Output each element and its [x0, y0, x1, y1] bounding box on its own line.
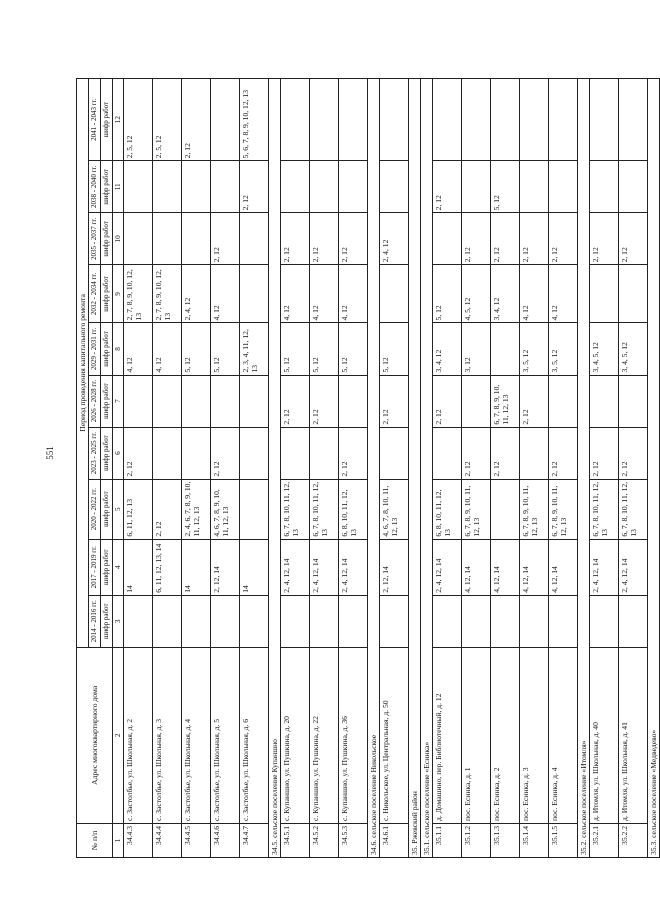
header-period: 2020 - 2022 гг. [89, 479, 101, 539]
table-row [182, 79, 211, 858]
work-code-cell: 2, 4, 6, 7, 8, 9, 10, 11, 12, 13 [182, 479, 211, 539]
work-code-cell: 2, 12 [549, 427, 578, 479]
work-code-cell [549, 595, 578, 647]
header-period: 2032 - 2034 гг. [89, 265, 101, 323]
work-code-cell: 2, 12 [310, 375, 339, 427]
table-row [153, 79, 182, 858]
work-code-cell [240, 265, 269, 323]
table-row [520, 79, 549, 858]
table-row [549, 79, 578, 858]
row-number: 34.5.2 [310, 823, 339, 857]
work-code-cell [153, 595, 182, 647]
table-row [310, 79, 339, 858]
table-row [339, 79, 368, 858]
table-row [491, 79, 520, 858]
row-address: д. Итомля, ул. Школьная, д. 40 [590, 647, 619, 823]
work-code-cell: 14 [182, 539, 211, 595]
work-code-cell: 2, 12 [339, 427, 368, 479]
work-code-cell: 2, 12 [520, 375, 549, 427]
row-number: 35.1.1 [433, 823, 462, 857]
work-code-cell [520, 595, 549, 647]
column-number: 4 [113, 539, 124, 595]
work-code-cell: 3, 12 [462, 323, 491, 375]
column-number: 5 [113, 479, 124, 539]
work-code-cell [153, 427, 182, 479]
work-code-cell: 2, 12 [590, 213, 619, 265]
row-address: с. Застолбье, ул. Школьная, д. 4 [182, 647, 211, 823]
work-code-cell: 2, 12 [124, 427, 153, 479]
table-header [77, 79, 124, 858]
work-code-cell: 2, 12 [240, 161, 269, 213]
work-code-cell [380, 161, 409, 213]
header-work-code: шифр работ [101, 427, 113, 479]
work-code-cell: 4, 5, 12 [462, 265, 491, 323]
work-code-cell: 6, 7, 8, 9, 10, 11, 12, 13 [491, 375, 520, 427]
work-code-cell: 4, 12, 14 [520, 539, 549, 595]
work-code-cell: 3, 4, 5, 12 [590, 323, 619, 375]
section-title: 35.2. сельское поселение «Итомля» [578, 79, 590, 858]
header-number: № п/п [77, 823, 113, 857]
work-code-cell [590, 79, 619, 161]
work-code-cell: 4, 12, 14 [549, 539, 578, 595]
row-number: 34.5.1 [281, 823, 310, 857]
work-code-cell: 5, 12 [211, 323, 240, 375]
work-code-cell: 6, 7, 8, 9, 10, 11, 12, 13 [520, 479, 549, 539]
work-code-cell: 2, 12 [433, 375, 462, 427]
work-code-cell: 2, 12 [549, 213, 578, 265]
work-code-cell: 14 [124, 539, 153, 595]
row-address: с. Застолбье, ул. Школьная, д. 5 [211, 647, 240, 823]
work-code-cell: 3, 5, 12 [549, 323, 578, 375]
table-row [281, 79, 310, 858]
work-code-cell [124, 161, 153, 213]
work-code-cell [310, 595, 339, 647]
header-period: 2017 - 2019 гг. [89, 539, 101, 595]
work-code-cell: 2, 12, 14 [380, 539, 409, 595]
column-number: 2 [113, 647, 124, 823]
work-code-cell [339, 375, 368, 427]
row-address: д. Домашино, пер. Библиотечный, д. 12 [433, 647, 462, 823]
work-code-cell: 2, 4, 12, 14 [339, 539, 368, 595]
row-address: пос. Есинка, д. 1 [462, 647, 491, 823]
work-code-cell: 6, 7, 8, 9, 10, 11, 12, 13 [462, 479, 491, 539]
work-code-cell: 4, 6, 7, 8, 10, 11, 12, 13 [380, 479, 409, 539]
work-code-cell [590, 161, 619, 213]
work-code-cell [310, 161, 339, 213]
work-code-cell [491, 479, 520, 539]
header-period: 2026 - 2028 гг. [89, 375, 101, 427]
row-number: 35.1.2 [462, 823, 491, 857]
work-code-cell [211, 161, 240, 213]
section-row [578, 79, 590, 858]
work-code-cell [153, 375, 182, 427]
work-code-cell: 4, 12, 14 [462, 539, 491, 595]
work-code-cell: 5, 12 [339, 323, 368, 375]
work-code-cell: 2, 12 [182, 79, 211, 161]
work-code-cell: 4, 12 [520, 265, 549, 323]
row-address: пос. Есинка, д. 2 [491, 647, 520, 823]
work-code-cell [310, 79, 339, 161]
row-address: с. Застолбье, ул. Школьная, д. 6 [240, 647, 269, 823]
header-period: 2014 - 2016 гг. [89, 595, 101, 647]
work-code-cell [433, 213, 462, 265]
row-number: 34.4.7 [240, 823, 269, 857]
work-code-cell: 2, 12 [491, 213, 520, 265]
work-code-cell: 2, 12 [281, 375, 310, 427]
work-code-cell: 5, 12 [310, 323, 339, 375]
row-address: с. Купаншно, ул. Пушкина, д. 22 [310, 647, 339, 823]
work-code-cell [240, 213, 269, 265]
work-code-cell: 6, 7, 8, 10, 11, 12, 13 [619, 479, 648, 539]
header-period: 2023 - 2025 гг. [89, 427, 101, 479]
header-work-code: шифр работ [101, 375, 113, 427]
work-code-cell: 4, 12, 14 [491, 539, 520, 595]
work-code-cell: 2, 4, 12, 14 [619, 539, 648, 595]
work-code-cell: 6, 7, 8, 10, 11, 12, 13 [281, 479, 310, 539]
row-address: д. Итомля, ул. Школьная, д. 41 [619, 647, 648, 823]
section-title: 35.1. сельское поселение «Есинка» [421, 79, 433, 858]
work-code-cell [339, 79, 368, 161]
table-row [124, 79, 153, 858]
work-code-cell [590, 595, 619, 647]
column-number: 6 [113, 427, 124, 479]
table-row [380, 79, 409, 858]
header-work-code: шифр работ [101, 479, 113, 539]
header-work-code: шифр работ [101, 539, 113, 595]
work-code-cell: 6, 11, 12, 13, 14 [153, 539, 182, 595]
header-work-code: шифр работ [101, 213, 113, 265]
work-code-cell: 2, 12 [462, 427, 491, 479]
table-row [240, 79, 269, 858]
row-number: 35.2.1 [590, 823, 619, 857]
repair-schedule-table [76, 78, 660, 858]
column-number: 11 [113, 161, 124, 213]
work-code-cell [590, 265, 619, 323]
header-period: 2041 - 2043 гг. [89, 79, 101, 161]
work-code-cell [182, 161, 211, 213]
work-code-cell [462, 595, 491, 647]
work-code-cell: 4, 12 [549, 265, 578, 323]
work-code-cell [462, 161, 491, 213]
row-number: 34.4.4 [153, 823, 182, 857]
work-code-cell [240, 595, 269, 647]
table-row [619, 79, 648, 858]
section-row [409, 79, 421, 858]
work-code-cell: 2, 12 [520, 213, 549, 265]
row-number: 34.6.1 [380, 823, 409, 857]
work-code-cell [211, 595, 240, 647]
header-period-title: Период проведения капитального ремонта [77, 79, 89, 648]
work-code-cell: 2, 5, 12 [124, 79, 153, 161]
column-number: 9 [113, 265, 124, 323]
row-number: 34.4.5 [182, 823, 211, 857]
work-code-cell [491, 323, 520, 375]
work-code-cell: 2, 4, 12 [380, 213, 409, 265]
header-work-code: шифр работ [101, 265, 113, 323]
work-code-cell [619, 265, 648, 323]
work-code-cell [520, 161, 549, 213]
row-address: с. Купаншно, ул. Пушкина, д. 36 [339, 647, 368, 823]
table-row [433, 79, 462, 858]
row-number: 35.1.3 [491, 823, 520, 857]
work-code-cell: 2, 12 [590, 427, 619, 479]
work-code-cell: 2, 5, 12 [153, 79, 182, 161]
section-title: 34.6. сельское поселение Никольское [368, 79, 380, 858]
work-code-cell [211, 375, 240, 427]
work-code-cell: 3, 5, 12 [520, 323, 549, 375]
work-code-cell [380, 265, 409, 323]
work-code-cell [153, 213, 182, 265]
row-number: 34.5.3 [339, 823, 368, 857]
work-code-cell [240, 427, 269, 479]
work-code-cell: 2, 12 [380, 375, 409, 427]
work-code-cell [240, 375, 269, 427]
row-number: 35.1.4 [520, 823, 549, 857]
work-code-cell: 3, 4, 12 [491, 265, 520, 323]
work-code-cell [549, 161, 578, 213]
header-address: Адрес многоквартирного дома [77, 647, 113, 823]
work-code-cell: 2, 12 [433, 161, 462, 213]
work-code-cell: 14 [240, 539, 269, 595]
work-code-cell [281, 595, 310, 647]
page-number: 551 [45, 446, 55, 460]
work-code-cell [182, 213, 211, 265]
section-row [421, 79, 433, 858]
work-code-cell [433, 427, 462, 479]
work-code-cell [549, 79, 578, 161]
section-row [368, 79, 380, 858]
work-code-cell: 5, 12 [433, 265, 462, 323]
table-row [462, 79, 491, 858]
work-code-cell [380, 79, 409, 161]
row-address: с. Застолбье, ул. Школьная, д. 3 [153, 647, 182, 823]
table-row [211, 79, 240, 858]
column-number: 8 [113, 323, 124, 375]
section-title: 35. Ржевский район [409, 79, 421, 858]
header-period: 2029 - 2031 гг. [89, 323, 101, 375]
work-code-cell: 6, 7, 8, 10, 11, 12, 13 [310, 479, 339, 539]
work-code-cell [240, 479, 269, 539]
row-address: пос. Есинка, д. 3 [520, 647, 549, 823]
work-code-cell [281, 79, 310, 161]
column-number: 3 [113, 595, 124, 647]
work-code-cell [491, 79, 520, 161]
work-code-cell: 3, 4, 12 [433, 323, 462, 375]
section-title: 35.3. сельское поселение «Медведево» [648, 79, 660, 858]
work-code-cell: 3, 4, 5, 12 [619, 323, 648, 375]
work-code-cell [380, 427, 409, 479]
work-code-cell [619, 161, 648, 213]
work-code-cell: 2, 4, 12, 14 [433, 539, 462, 595]
work-code-cell [520, 427, 549, 479]
work-code-cell [462, 375, 491, 427]
work-code-cell [520, 79, 549, 161]
work-code-cell: 2, 12 [491, 427, 520, 479]
work-code-cell [182, 427, 211, 479]
capital-repair-schedule-sheet [76, 78, 658, 858]
work-code-cell [124, 375, 153, 427]
work-code-cell: 4, 6, 7, 8, 9, 10, 11, 12, 13 [211, 479, 240, 539]
work-code-cell: 6, 7, 8, 10, 11, 12, 13 [590, 479, 619, 539]
work-code-cell: 6, 8, 10, 11, 12, 13 [339, 479, 368, 539]
row-address: пос. Есинка, д. 4 [549, 647, 578, 823]
work-code-cell: 5, 12 [380, 323, 409, 375]
row-address: с. Купаншно, ул. Пушкина, д. 20 [281, 647, 310, 823]
header-work-code: шифр работ [101, 323, 113, 375]
work-code-cell: 5, 12 [182, 323, 211, 375]
section-row [648, 79, 660, 858]
work-code-cell: 4, 12 [124, 323, 153, 375]
work-code-cell [590, 375, 619, 427]
work-code-cell [182, 595, 211, 647]
column-number: 7 [113, 375, 124, 427]
column-number: 10 [113, 213, 124, 265]
work-code-cell: 5, 6, 7, 8, 9, 10, 12, 13 [240, 79, 269, 161]
work-code-cell: 2, 12 [153, 479, 182, 539]
work-code-cell [153, 161, 182, 213]
work-code-cell: 2, 4, 12, 14 [310, 539, 339, 595]
work-code-cell: 2, 12 [211, 427, 240, 479]
row-number: 35.1.5 [549, 823, 578, 857]
work-code-cell: 2, 12 [619, 213, 648, 265]
row-number: 34.4.6 [211, 823, 240, 857]
section-title: 34.5. сельское поселение Купаншно [269, 79, 281, 858]
work-code-cell [124, 213, 153, 265]
work-code-cell: 5, 12 [281, 323, 310, 375]
work-code-cell: 4, 12 [153, 323, 182, 375]
column-number: 1 [113, 823, 124, 857]
row-address: с. Никольское, ул. Центральная, д. 50 [380, 647, 409, 823]
header-period: 2038 - 2040 гг. [89, 161, 101, 213]
work-code-cell: 6, 11, 12, 13 [124, 479, 153, 539]
work-code-cell [211, 79, 240, 161]
header-period: 2035 - 2037 гг. [89, 213, 101, 265]
work-code-cell: 4, 12 [211, 265, 240, 323]
table-body [124, 79, 660, 858]
work-code-cell [619, 375, 648, 427]
work-code-cell: 2, 7, 8, 9, 10, 12, 13 [124, 265, 153, 323]
row-number: 34.4.3 [124, 823, 153, 857]
work-code-cell [182, 375, 211, 427]
work-code-cell: 2, 12 [211, 213, 240, 265]
work-code-cell [310, 427, 339, 479]
work-code-cell: 2, 3, 4, 11, 12, 13 [240, 323, 269, 375]
column-numbers-row [113, 79, 124, 858]
work-code-cell [433, 595, 462, 647]
work-code-cell: 2, 12 [310, 213, 339, 265]
work-code-cell [281, 161, 310, 213]
work-code-cell [339, 161, 368, 213]
work-code-cell: 2, 4, 12, 14 [590, 539, 619, 595]
work-code-cell: 2, 7, 8, 9, 10, 12, 13 [153, 265, 182, 323]
work-code-cell [462, 79, 491, 161]
work-code-cell: 2, 12 [339, 213, 368, 265]
work-code-cell: 2, 12, 14 [211, 539, 240, 595]
section-row [269, 79, 281, 858]
work-code-cell [380, 595, 409, 647]
work-code-cell: 6, 8, 10, 11, 12, 13 [433, 479, 462, 539]
work-code-cell [433, 79, 462, 161]
work-code-cell [339, 595, 368, 647]
work-code-cell: 2, 4, 12 [182, 265, 211, 323]
work-code-cell [491, 595, 520, 647]
work-code-cell: 4, 12 [339, 265, 368, 323]
work-code-cell: 2, 12 [619, 427, 648, 479]
work-code-cell: 6, 7, 8, 9, 10, 11, 12, 13 [549, 479, 578, 539]
work-code-cell: 5, 12 [491, 161, 520, 213]
work-code-cell [619, 595, 648, 647]
work-code-cell: 4, 12 [310, 265, 339, 323]
table-row [590, 79, 619, 858]
work-code-cell: 2, 12 [462, 213, 491, 265]
work-code-cell [281, 427, 310, 479]
work-code-cell [619, 79, 648, 161]
work-code-cell: 4, 12 [281, 265, 310, 323]
work-code-cell: 2, 12 [281, 213, 310, 265]
work-code-cell [549, 375, 578, 427]
header-work-code: шифр работ [101, 161, 113, 213]
header-work-code: шифр работ [101, 79, 113, 161]
work-code-cell [124, 595, 153, 647]
row-number: 35.2.2 [619, 823, 648, 857]
work-code-cell: 2, 4, 12, 14 [281, 539, 310, 595]
header-work-code: шифр работ [101, 595, 113, 647]
column-number: 12 [113, 79, 124, 161]
row-address: с. Застолбье, ул. Школьная, д. 2 [124, 647, 153, 823]
